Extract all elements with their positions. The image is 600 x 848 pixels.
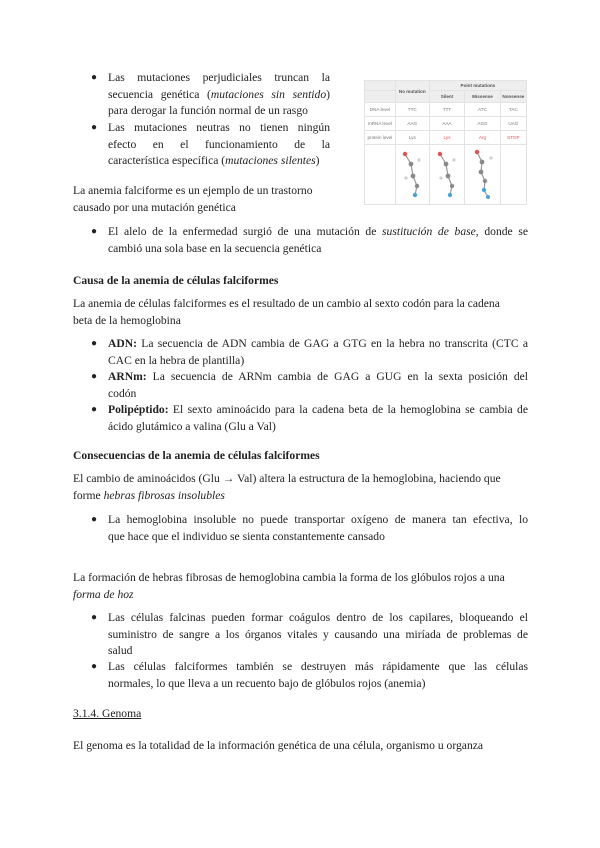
list-item: ADN: La secuencia de ADN cambia de GAG a GTG en la hebra no transcrita (CTC a CAC en la hebra de plantilla) [108, 337, 528, 367]
cause-paragraph: La anemia de células falciformes es el resultado de un cambio al sexto codón para la cadena beta de la hemoglobina [73, 297, 500, 327]
section-heading: Consecuencias de la anemia de células falciformes [73, 449, 320, 462]
bullet-marker: ● [91, 612, 98, 623]
bullet-marker: ● [91, 371, 98, 382]
mutation-table-figure [364, 80, 527, 212]
section-heading: Causa de la anemia de células falciformes [73, 274, 279, 287]
table-header: Nonsense [500, 91, 526, 103]
text-line: secuencia genética (mutaciones sin sentido) [108, 87, 330, 101]
text-line: El alelo de la enfermedad surgió de una mutación de sustitución de base, donde se [108, 225, 529, 238]
list-item: Las células falciformes también se destruyen más rápidamente que las células normales, lo que lleva a un recuento bajo de glóbulos rojos (anemia) [108, 660, 528, 690]
table-row [365, 145, 527, 205]
list-item [108, 224, 528, 257]
genome-paragraph: El genoma es la totalidad de la información genética de una célula, organismo u organza [73, 739, 484, 752]
table-row: DNA level TTC TTT ATC TAC [365, 103, 527, 117]
list-item: ARNm: La secuencia de ARNm cambia de GAG a GUG en la sexta posición del codón [108, 370, 528, 400]
text-line: Las mutaciones perjudiciales truncan la [108, 71, 330, 84]
bullet-marker: ● [91, 404, 98, 415]
molecule-image [429, 145, 464, 205]
text-line: Las mutaciones neutras no tienen ningún [108, 121, 330, 134]
table-row: protein level Lys Lys Arg STOP [365, 131, 527, 145]
table-row: mRNA level AAG AAA AGG UAG [365, 117, 527, 131]
bullet-marker: ● [91, 661, 98, 672]
molecule-image [395, 145, 429, 205]
list-item [108, 120, 330, 170]
text-line: efecto en el funcionamiento de la [108, 137, 330, 151]
list-item: Las células falcinas pueden formar coágulos dentro de los capilares, bloqueando el suministro de sangre a los órganos vitales y causando una miríada de problemas de salud [108, 611, 528, 658]
table-header: Point mutations [429, 81, 526, 91]
list-item: Polipéptido: El sexto aminoácido para la cadena beta de la hemoglobina se cambia de ácido glutámico a valina (Glu a Val) [108, 403, 528, 433]
molecule-image [465, 145, 500, 205]
consequences-paragraph: El cambio de aminoácidos (Glu → Val) altera la estructura de la hemoglobina, haciendo que forme hebras fibrosas insolubles [73, 472, 501, 502]
bullet-marker: ● [91, 514, 98, 525]
bullet-marker: ● [91, 122, 98, 133]
table-header: No mutation [395, 81, 429, 103]
genome-heading: 3.1.4. Genoma [73, 707, 142, 720]
list-item: La hemoglobina insoluble no puede transportar oxígeno de manera tan efectiva, lo que hace que el individuo se sienta constantemente cansado [108, 513, 528, 543]
anemia-intro-paragraph: La anemia falciforme es un ejemplo de un trastorno causado por una mutación genética [73, 184, 313, 214]
text-line: cambió una sola base en la secuencia genética [108, 241, 322, 255]
table-header: Silent [429, 91, 464, 103]
list-item [108, 70, 330, 120]
bullet-marker: ● [91, 226, 98, 237]
sickle-shape-paragraph: La formación de hebras fibrosas de hemoglobina cambia la forma de los glóbulos rojos a una forma de hoz [73, 571, 505, 601]
text-line: para derogar la función normal de un rasgo [108, 104, 308, 118]
text-line: característica específica (mutaciones silentes) [108, 154, 320, 168]
bullet-marker: ● [91, 72, 98, 83]
bullet-marker: ● [91, 338, 98, 349]
table-header: Missense [465, 91, 500, 103]
